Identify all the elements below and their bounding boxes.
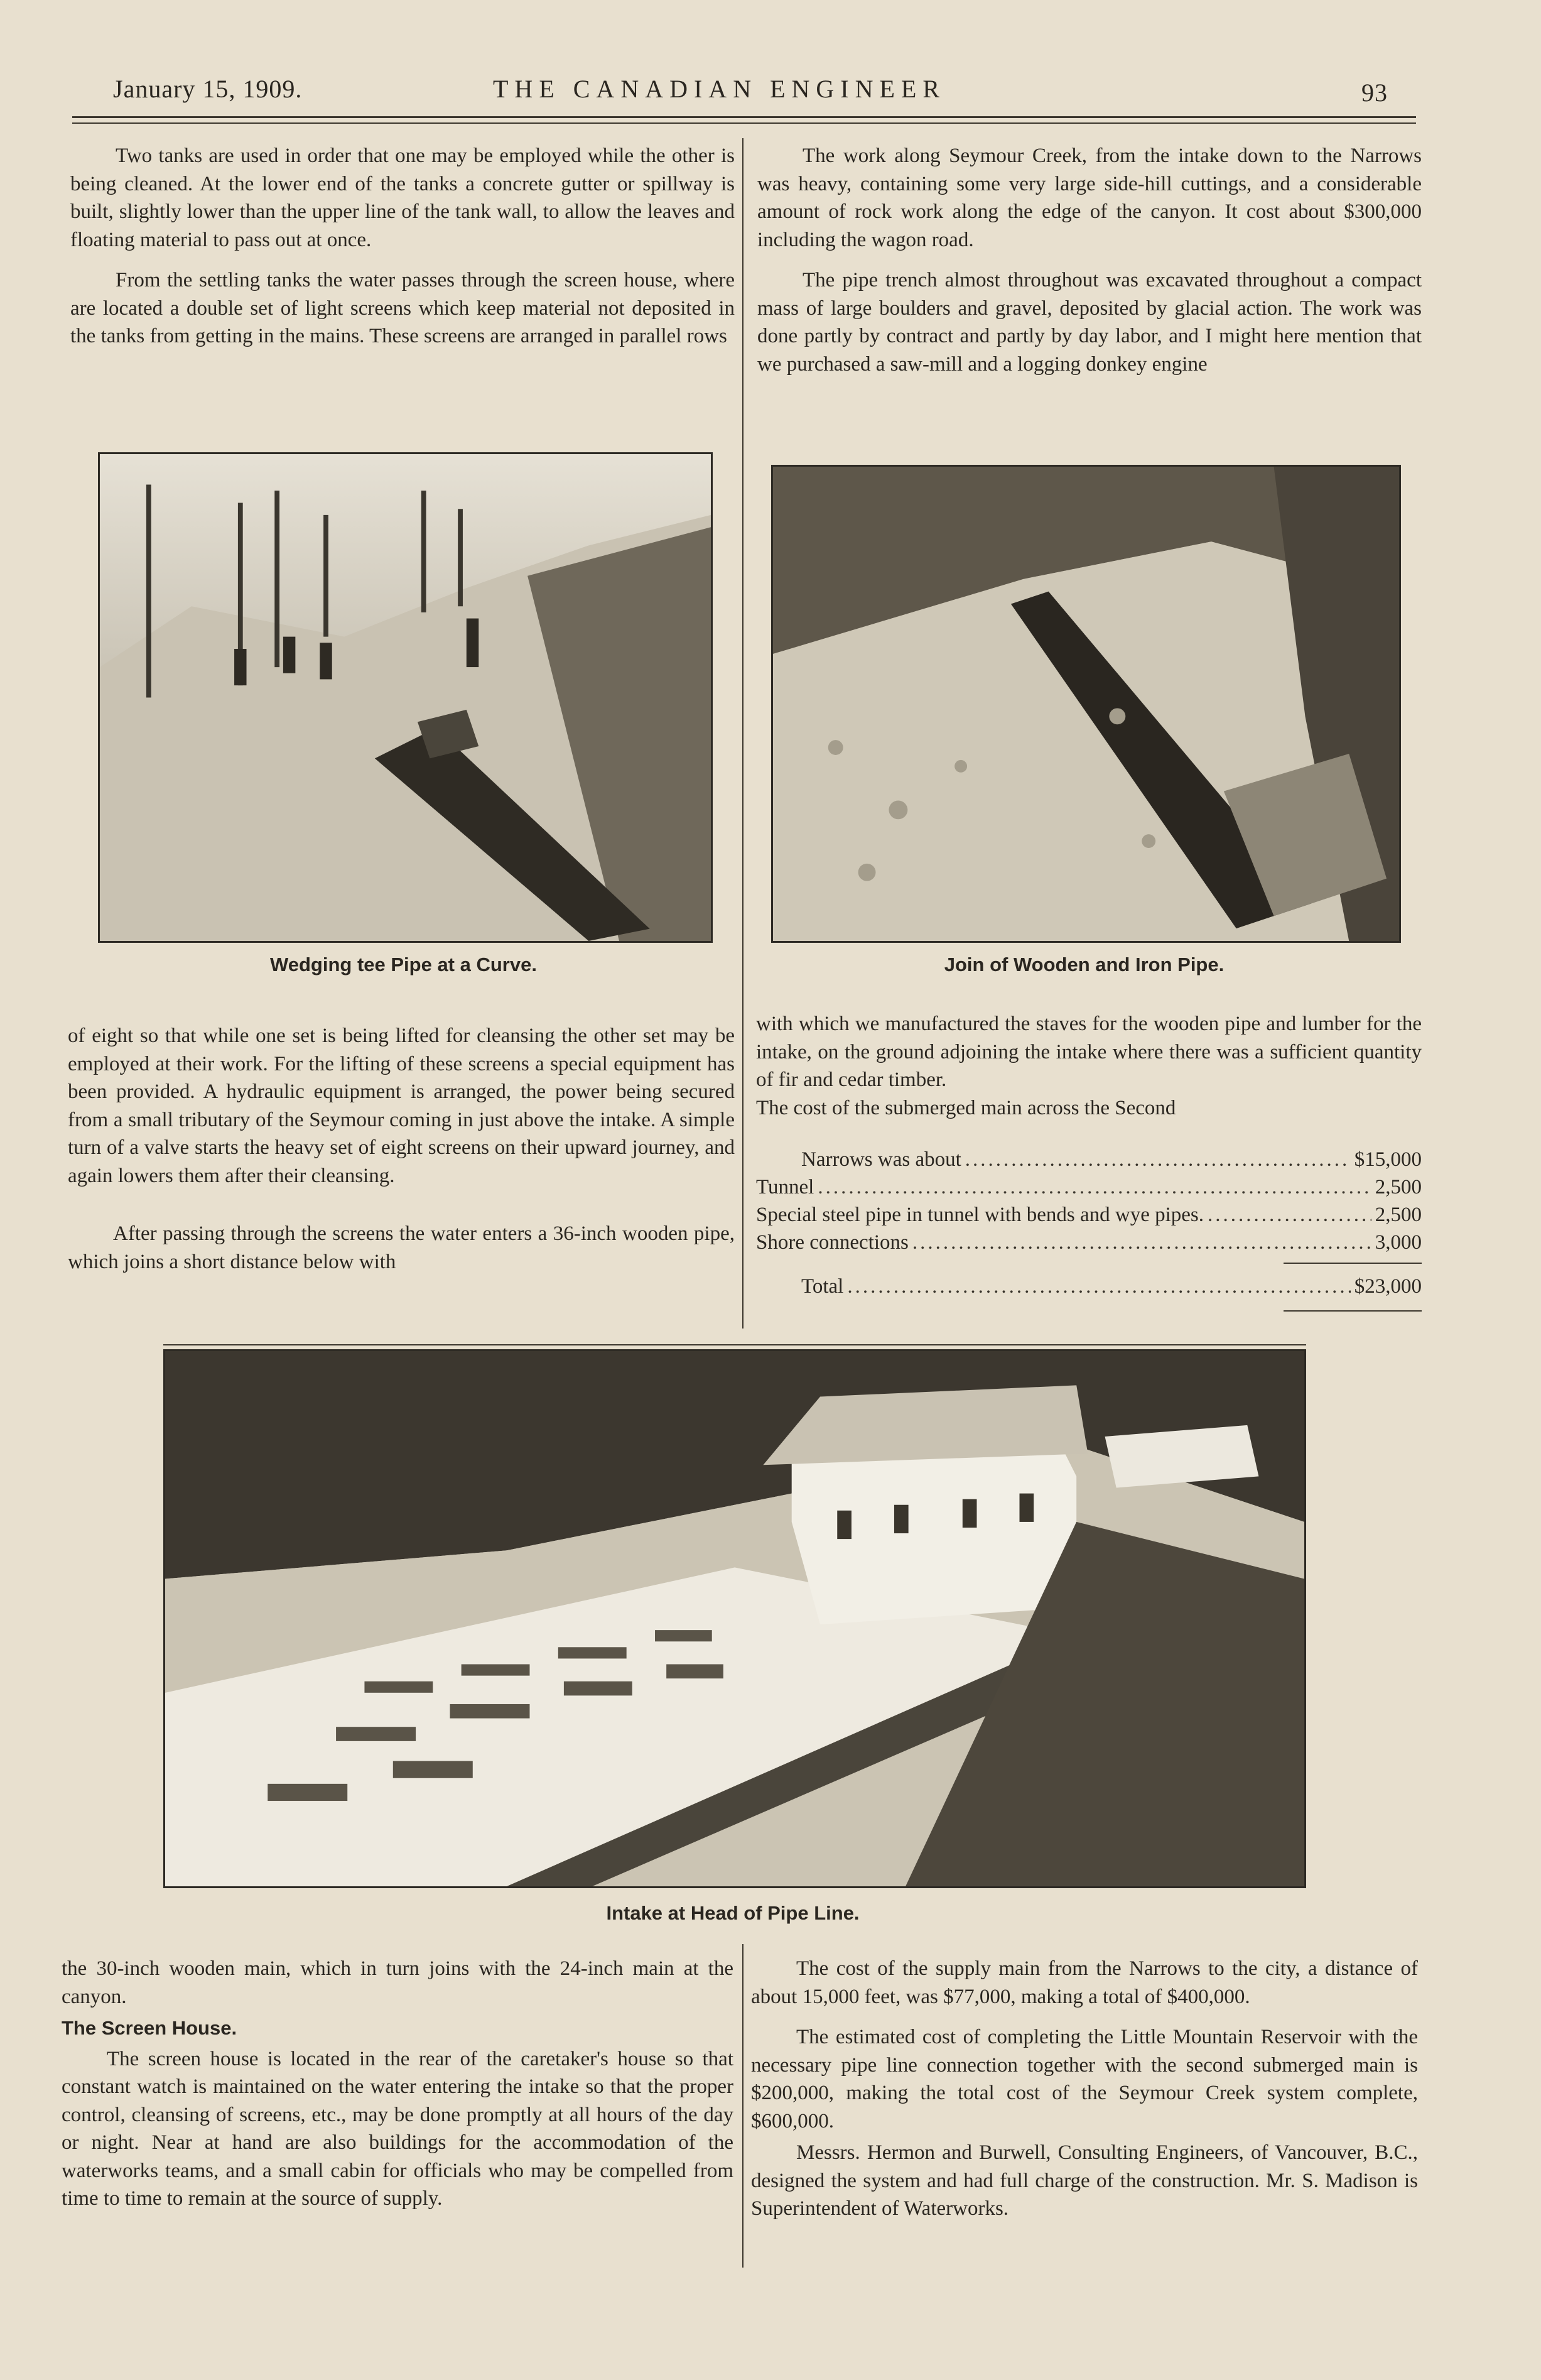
page-number: 93 — [1361, 79, 1388, 107]
cost-row — [756, 1146, 1422, 1173]
header-rule-bottom — [72, 122, 1416, 124]
paragraph: From the settling tanks the water passes through the screen house, where are located a double set of light screens which keep material not deposited in the tanks from getting in the mains. These screens are arranged in parallel rows — [70, 269, 735, 347]
paragraph: Messrs. Hermon and Burwell, Consulting Engineers, of Vancouver, B.C., designed the system and had full charge of the construction. Mr. S. Madison is Superintendent of Waterworks. — [751, 2141, 1418, 2220]
figure-caption: Intake at Head of Pipe Line. — [606, 1902, 860, 1924]
paragraph: The screen house is located in the rear of the caretaker's house so that constant watch is maintained on the water entering the intake so that the proper control, cleansing of screens, etc., may be done promptly at all hours of the day or night. Near at hand are also buildings for the accommodation of the waterworks teams, and a small cabin for officials who may be compelled from time to time to remain at the source of supply. — [62, 2047, 733, 2210]
total-rule-bottom — [1284, 1310, 1422, 1312]
photo-top-rule — [163, 1344, 1306, 1345]
column-divider-bottom — [742, 1944, 743, 2268]
paragraph: Two tanks are used in order that one may be employed while the other is being cleaned. At the lower end of the tanks a concrete gutter or spillway is built, slightly lower than the upper line of the tank wall, to allow the leaves and floating material to pass out at once. — [70, 144, 735, 251]
paragraph: the 30-inch wooden main, which in turn joins with the 24-inch main at the canyon. — [62, 1957, 733, 2008]
cost-total-label: Total — [801, 1275, 844, 1298]
header-rule-top — [72, 116, 1416, 118]
bottom-left-column — [62, 1955, 733, 2213]
issue-date: January 15, 1909. — [113, 75, 303, 103]
middle-left-column — [68, 1022, 735, 1276]
cost-amount: $15,000 — [1354, 1148, 1422, 1171]
paragraph: The pipe trench almost throughout was excavated throughout a compact mass of large boulders and gravel, deposited by glacial action. The work was done partly by contract and partly by day labor, and I might here mention that we purchased a saw-mill and a logging donkey engine — [757, 269, 1422, 376]
section-heading: The Screen House. — [62, 2017, 237, 2039]
top-right-column — [757, 142, 1422, 378]
cost-total-amount: $23,000 — [1354, 1275, 1422, 1298]
photo-wooden-iron-pipe-join — [771, 465, 1401, 943]
photo-intake-head — [163, 1349, 1306, 1888]
cost-label: Special steel pipe in tunnel with bends and wye pipes. — [756, 1204, 1204, 1226]
cost-label: Narrows was about — [801, 1148, 961, 1171]
cost-label: Tunnel — [756, 1176, 814, 1198]
paragraph: The work along Seymour Creek, from the intake down to the Narrows was heavy, containing some very large side-hill cuttings, and a considerable amount of rock work along the edge of the canyon. It cost about $300,000 including the wagon road. — [757, 144, 1422, 251]
cost-row — [756, 1229, 1422, 1256]
cost-total-row — [756, 1273, 1422, 1300]
paragraph: After passing through the screens the water enters a 36-inch wooden pipe, which joins a short distance below with — [68, 1222, 735, 1273]
figure-caption: Join of Wooden and Iron Pipe. — [944, 954, 1225, 975]
cost-label: Shore connections — [756, 1231, 909, 1254]
bottom-right-column — [751, 1955, 1418, 2223]
cost-row — [756, 1201, 1422, 1229]
column-divider-top — [742, 138, 743, 1329]
cost-amount: 3,000 — [1375, 1231, 1422, 1254]
top-left-column — [70, 142, 735, 350]
cost-table — [756, 1146, 1422, 1312]
paragraph: of eight so that while one set is being lifted for cleansing the other set may be employed at their work. For the lifting of these screens a special equipment has been provided. A hydraulic equipment is arranged, the power being secured from a small tributary of the Seymour coming in just above the intake. A simple turn of a valve starts the heavy set of eight screens on their upward journey, and again lowers them after their cleansing. — [68, 1024, 735, 1187]
cost-amount: 2,500 — [1375, 1176, 1422, 1198]
cost-intro: The cost of the submerged main across the Second — [756, 1096, 1176, 1119]
cost-amount: 2,500 — [1375, 1204, 1422, 1226]
paragraph: with which we manufactured the staves for the wooden pipe and lumber for the intake, on the ground adjoining the intake where there was a sufficient quantity of fir and cedar timber. — [756, 1013, 1422, 1091]
paragraph: The estimated cost of completing the Little Mountain Reservoir with the necessary pipe line connection together with the second submerged main is $200,000, making the total cost of the Seymour Creek system complete, $600,000. — [751, 2026, 1418, 2133]
total-rule — [1284, 1263, 1422, 1264]
photo-wedging-tee-pipe — [98, 452, 713, 943]
cost-row — [756, 1173, 1422, 1201]
figure-caption: Wedging tee Pipe at a Curve. — [270, 954, 537, 975]
masthead: THE CANADIAN ENGINEER — [493, 75, 946, 103]
paragraph: The cost of the supply main from the Narrows to the city, a distance of about 15,000 feet, was $77,000, making a total of $400,000. — [751, 1957, 1418, 2008]
middle-right-column — [756, 1010, 1422, 1122]
